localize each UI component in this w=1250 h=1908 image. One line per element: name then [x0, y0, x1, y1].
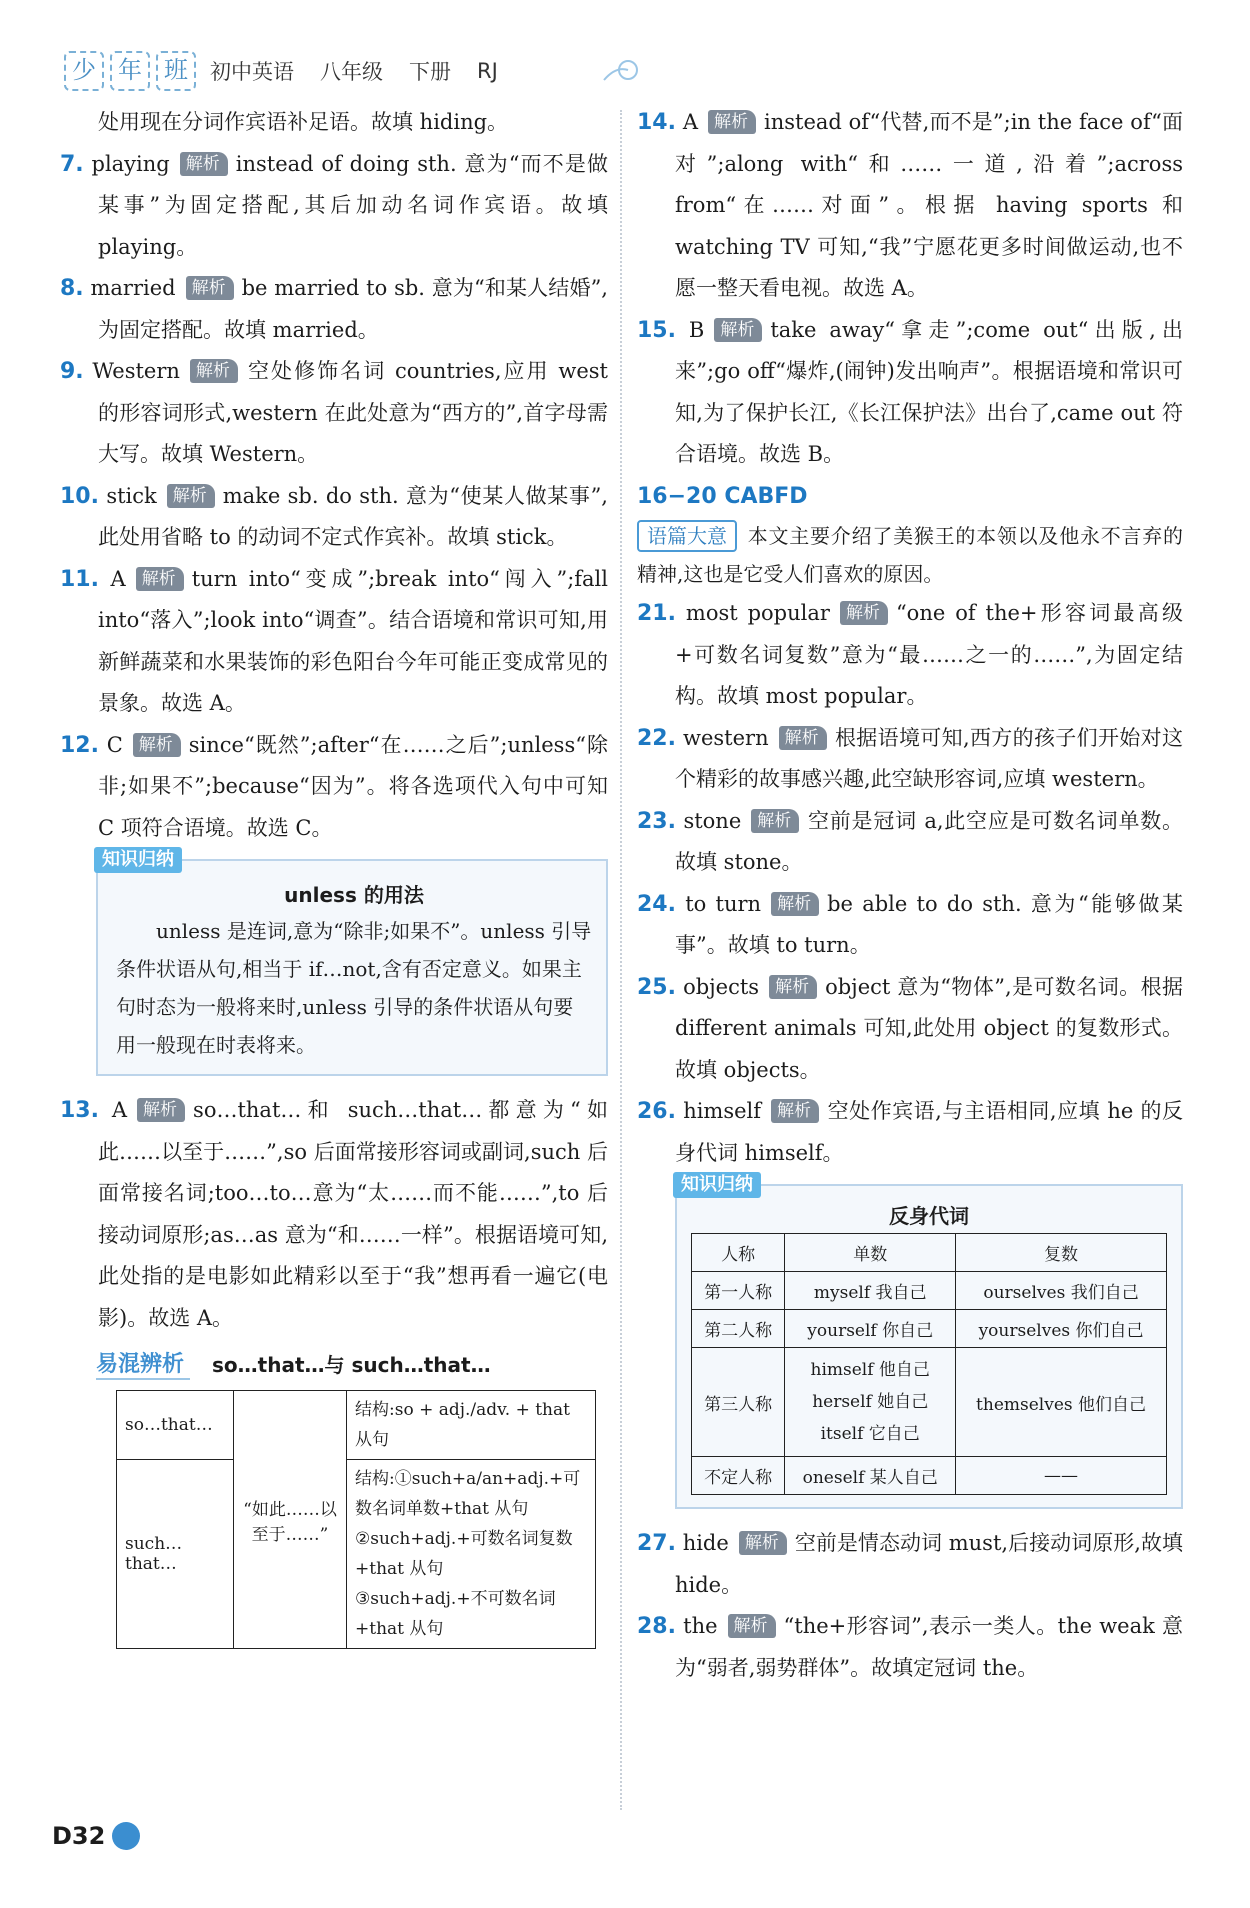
answer-item-8: 8. married 解析 be married to sb. 意为“和某人结婚”,为固定搭配。故填 married。	[60, 276, 608, 342]
knowledge-body: unless 是连词,意为“除非;如果不”。unless 引导条件状语从句,相当于 if…not,含有否定意义。如果主句时态为一般将来时,unless 引导的条件状语从句要用一般现在时表将来。	[116, 919, 592, 1057]
group-answers: 16−20 CABFD	[637, 483, 808, 509]
answer-item-25: 25. objects 解析 object 意为“物体”,是可数名词。根据 different animals 可知,此处用 object 的复数形式。故填 objects。	[637, 974, 1183, 1082]
reflexive-table	[691, 1233, 1167, 1495]
analysis-tag: 解析	[771, 892, 819, 916]
answer-item-14: 14. A 解析 instead of“代替,而不是”;in the face of“面对”;along with“和……一道,沿着”;across from“在……对面”。根据 having sports 和 watching TV 可知,“我”宁愿花更多时间做运动,也不愿一整天看电视。故选 A。	[637, 110, 1183, 300]
table-row: 不定人称 oneself 某人自己 ——	[692, 1457, 1167, 1495]
answer-item-21: 21. most popular 解析 “one of the+形容词最高级+可数名词复数”意为“最……之一的……”,为固定结构。故填 most popular。	[637, 601, 1183, 708]
globe-icon	[112, 1822, 140, 1850]
brand-logo: 少 年 班	[64, 51, 196, 91]
confusion-label: 易混辨析	[96, 1347, 190, 1380]
analysis-tag: 解析	[739, 1531, 787, 1555]
table-row: 第三人称 himself 他自己 herself 她自己 itself 它自己 themselves 他们自己	[692, 1348, 1167, 1457]
analysis-tag: 解析	[771, 1099, 819, 1123]
answer-item-11: 11. A 解析 turn into“变成”;break into“闯入”;fall into“落入”;look into“调查”。结合语境和常识可知,用新鲜蔬菜和水果装饰的彩色阳台今年可能正变成常见的景象。故选 A。	[60, 566, 608, 715]
header-edition: RJ	[477, 59, 498, 83]
summary-paragraph: 语篇大意 本文主要介绍了美猴王的本领以及他永不言弃的精神,这也是它受人们喜欢的原因。	[637, 517, 1183, 593]
analysis-tag: 解析	[779, 726, 827, 750]
analysis-tag: 解析	[133, 733, 181, 757]
knowledge-box-reflexive	[675, 1174, 1183, 1509]
analysis-tag: 解析	[714, 318, 762, 342]
knowledge-box-unless	[96, 849, 608, 1076]
leaf-icon	[600, 56, 644, 86]
header-grade: 八年级	[320, 60, 383, 84]
table-row: so…that… “如此……以至于……” 结构:so + adj./adv. + that 从句	[117, 1391, 596, 1460]
continuation-text: 处用现在分词作宾语补足语。故填 hiding。	[98, 110, 509, 134]
header-volume: 下册	[409, 60, 451, 84]
reflexive-title: 反身代词	[889, 1204, 969, 1228]
analysis-tag: 解析	[190, 359, 238, 383]
column-divider	[620, 110, 622, 1810]
knowledge-label: 知识归纳	[673, 1172, 761, 1198]
answer-item-10: 10. stick 解析 make sb. do sth. 意为“使某人做某事”,此处用省略 to 的动词不定式作宾补。故填 stick。	[60, 483, 608, 549]
table-row: 人称 单数 复数	[692, 1234, 1167, 1272]
answer-item-24: 24. to turn 解析 be able to do sth. 意为“能够做某事”。故填 to turn。	[637, 891, 1183, 957]
table-row: 第一人称 myself 我自己 ourselves 我们自己	[692, 1272, 1167, 1310]
analysis-tag: 解析	[167, 484, 215, 508]
answer-item-26: 26. himself 解析 空处作宾语,与主语相同,应填 he 的反身代词 himself。	[637, 1099, 1183, 1165]
analysis-tag: 解析	[751, 809, 799, 833]
answer-item-28: 28. the 解析 “the+形容词”,表示一类人。the weak 意为“弱者,弱势群体”。故填定冠词 the。	[637, 1614, 1183, 1680]
confusion-header	[96, 1347, 608, 1380]
analysis-tag: 解析	[769, 975, 817, 999]
answer-item-9: 9. Western 解析 空处修饰名词 countries,应用 west 的形容词形式,western 在此处意为“西方的”,首字母需大写。故填 Western。	[60, 359, 608, 466]
analysis-tag: 解析	[708, 110, 756, 134]
answer-item-13: 13. A 解析 so…that…和 such…that…都意为“如此……以至于……”,so 后面常接形容词或副词,such 后面常接名词;too…to…意为“太……而不能……”,to 后接动词原形;as…as 意为“和……一样”。根据语境可知,此处指的是电影如此精彩以至于“我”想再看一遍它(电影)。故选 A。	[60, 1098, 608, 1330]
right-column	[637, 102, 1183, 1689]
answer-item-23: 23. stone 解析 空前是冠词 a,此空应是可数名词单数。故填 stone。	[637, 808, 1183, 874]
header-subject: 初中英语	[210, 60, 294, 84]
analysis-tag: 解析	[180, 152, 228, 176]
answer-item-7: 7. playing 解析 instead of doing sth. 意为“而不是做某事”为固定搭配,其后加动名词作宾语。故填 playing。	[60, 151, 608, 259]
left-column	[60, 102, 608, 1649]
table-row: such…that… 结构:①such+a/an+adj.+可数名词单数+that 从句 ②such+adj.+可数名词复数+that 从句 ③such+adj.+不可数名词+that 从句	[117, 1460, 596, 1649]
page-header	[64, 48, 524, 94]
confusion-table	[116, 1390, 596, 1649]
analysis-tag: 解析	[840, 601, 888, 625]
summary-label: 语篇大意	[637, 520, 737, 552]
analysis-tag: 解析	[136, 567, 184, 591]
answer-item-15: 15. B 解析 take away“拿走”;come out“出版,出来”;go off“爆炸,(闹钟)发出响声”。根据语境和常识可知,为了保护长江,《长江保护法》出台了,came out 符合语境。故选 B。	[637, 317, 1183, 466]
answer-item-22: 22. western 解析 根据语境可知,西方的孩子们开始对这个精彩的故事感兴趣,此空缺形容词,应填 western。	[637, 725, 1183, 791]
analysis-tag: 解析	[728, 1614, 776, 1638]
answer-item-12: 12. C 解析 since“既然”;after“在……之后”;unless“除非;如果不”;because“因为”。将各选项代入句中可知 C 项符合语境。故选 C。	[60, 732, 608, 840]
confusion-title: so…that…与 such…that…	[212, 1353, 491, 1377]
analysis-tag: 解析	[186, 276, 234, 300]
knowledge-title: unless 的用法	[284, 883, 424, 907]
table-row: 第二人称 yourself 你自己 yourselves 你们自己	[692, 1310, 1167, 1348]
knowledge-label: 知识归纳	[94, 847, 182, 873]
answer-item-27: 27. hide 解析 空前是情态动词 must,后接动词原形,故填 hide。	[637, 1531, 1183, 1597]
analysis-tag: 解析	[137, 1098, 185, 1122]
page-number: D32	[52, 1822, 106, 1850]
